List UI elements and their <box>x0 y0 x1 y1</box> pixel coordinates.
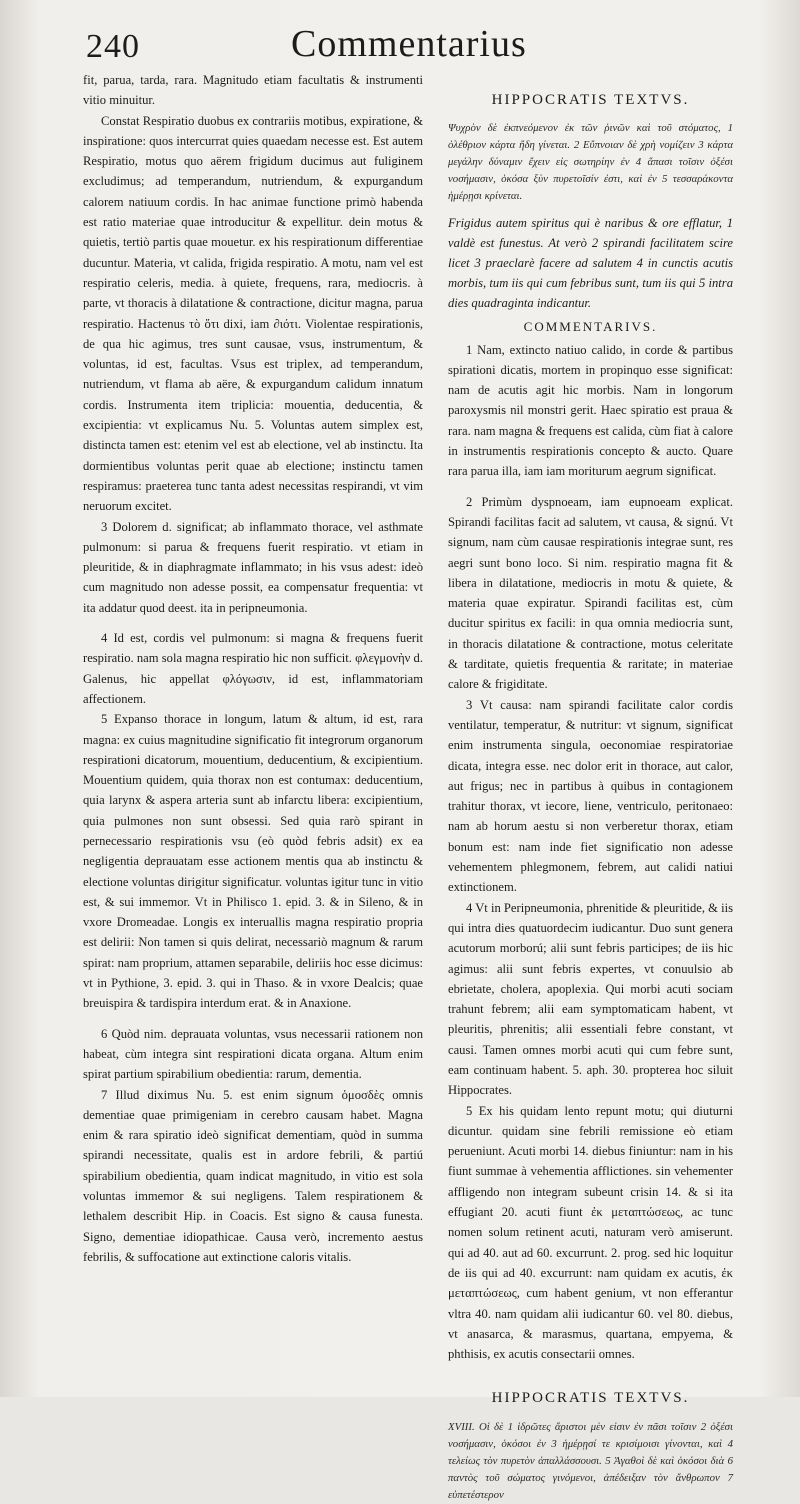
right-paragraph: 4 Vt in Peripneumonia, phrenitide & pleuritide, & iis qui intra dies quatuordecim iudicantur. Duo sunt genera acutorum morború; alii sunt febris participes; de iis hic agimus: alii sunt febris expertes, vt conuulsio ab ebrietate, cholera, apoplexia. Qui morbi acuti sociam trahunt febrem; alii eam symptomaticam habent, vt pleuritis, phrenitis; alii essentiali febre constant, vt causi. Tamen omnes morbi acuti qui cum febre sunt, eam continuam habent. 5. aph. 30. propterea hoc siluit Hippocrates. <box>448 900 733 1098</box>
latin-translation: Frigidus autem spiritus qui è naribus & ore efflatur, 1 valdè est funestus. At verò 2 spirandi facilitatem scire licet 3 praeclarè facere ad salutem 4 in cunctis acutis morbis, tum iis qui cum febribus sunt, tum iis qui 5 intra dies quadraginta indicantur. <box>448 216 733 311</box>
left-column <box>83 70 423 1267</box>
greek-text: Ψυχρὸν δὲ ἐκπνεόμενον ἐκ τῶν ῥινῶν καὶ τοῦ στόματος, 1 ὀλέθριον κάρτα ἤδη γίνεται. 2 Εὔπνοιαν δὲ χρὴ νομίζειν 3 κάρτα μεγάλην δύναμιν ἔχειν εἰς σωτηρίην ἐν 4 ἅπασι τοῖσιν ὀξέσι νοσήμασιν, ὁκόσα ξὺν πυρετοῖσίν ἐστι, καὶ ἐν 5 τεσσαράκοντα ἡμέρῃσι κρίνεται. <box>448 122 733 203</box>
running-title: Commentarius <box>291 23 527 65</box>
right-paragraph: 1 Nam, extincto natiuo calido, in corde & partibus spirationi dicatis, mortem in propinquo esse significat: nam de acutis agit hic morbis. Nam in longorum paroxysmis nil monstri gerit. Haec spiratio est praua & rara. nam magna & frequens est calida, cùm fiat à calore in instrumentis respirationis concepto & aucto. Quare rara parua illa, iam iam moriturum aegrum significat. <box>448 342 733 479</box>
section-heading-second: HIPPOCRATIS TEXTVS. <box>491 1390 690 1407</box>
left-paragraph: 6 Quòd nim. deprauata voluntas, vsus necessarii rationem non habeat, cùm integra sint respirationi dicata organa. Altum enim spirat partium spirabilium obedientia: rarum, dementia. <box>83 1026 423 1082</box>
right-paragraph: 5 Ex his quidam lento repunt motu; qui diuturni dicuntur. quidam sine febrili remissione eò etiam perueniunt. Acuti morbi 14. diebus finiuntur: nam in his fiunt summae à vehementia afflictiones. sin vehementer affligendo non integram subeunt crisin 14. & si ita effugiant 20. acuti fiunt ἐκ μεταπτώσεως, ac tunc nomen solum retinent acuti, naturam verò amiserunt. qui ad 40. aut ad 60. excurrunt. 2. prog. sed hic loquitur de iis qui ad 40. excurrunt: nam quidam ex acutis, ἐκ μεταπτώσεως, cum habent genium, vt non efferantur vltra 40. nam quidam alii iudicantur 60. vel 80. diebus, vt anasarca, & marasmus, quartana, empyema, & phthisis, ex acutis consectarii omnes. <box>448 1103 733 1362</box>
section-heading: HIPPOCRATIS TEXTVS. <box>491 92 690 108</box>
left-paragraph: 3 Dolorem d. significat; ab inflammato thorace, vel asthmate pulmonum: si parua & frequens fuerit respiratio. vt etiam in pleuritide, & in diaphragmate inflammato; in his vsus adest: ideò cum magnitudo non adesse possit, ea compensatur frequentia: vt ita addatur quod deest. ita in peripneumonia. <box>83 519 423 615</box>
left-paragraph: 7 Illud diximus Nu. 5. est enim signum ὁμοσδὲς omnis dementiae quae primigeniam in cerebro causam habet. Magna enim & rara spiratio ideò significat dementiam, quòd in summa spirandi necessitate, qualis est in ardore febrili, & partiú spirabilium obedientia, quam indicat magnitudo, in vitio est sola voluntas immemor & sui negligens. Talem respirationem & lethalem describit Hip. in Coacis. Est signo & causa funesta. Signo, dementiae idiopathicae. Causa verò, incremento aestus febrilis, & suffocatione aut extinctione caloris vitalis. <box>83 1087 423 1264</box>
commentary-heading: COMMENTARIVS. <box>523 319 658 335</box>
right-paragraph: 2 Primùm dyspnoeam, iam eupnoeam explicat. Spirandi facilitas facit ad salutem, vt causa, & signú. Vt signum, nam cùm causae respirationis integrae sunt, res aegri sunt bono loco. Si nim. respiratio magna fit & libera in dilatatione, mediocris in motu & quiete, & materia quae expiratur. Spirandi facilitas est, cùm ducitur spiritus ex facili: in qua omnia mediocria sunt, in thoracis dilatatione & contractione, motus celeritate & tarditate, quietis frequentia & raritate; in materiae calore & frigiditate. <box>448 494 733 692</box>
greek-text-second: XVIII. Οἱ δὲ 1 ἱδρῶτες ἄριστοι μὲν εἰσιν ἐν πᾶσι τοῖσιν 2 ὀξέσι νοσήμασιν, ὁκόσοι ἐν 3 ἡμέρῃσί τε κρισίμοισι γίνονται, καὶ 4 τελείως τὸν πυρετὸν ἀπαλλάσσουσι. 5 Ἀγαθοὶ δὲ καὶ ὁκόσοι διὰ 6 παντὸς τοῦ σώματος γινόμενοι, ἀπέδειξαν τὸν ἄνθρωπον 7 εὐπετέστερον <box>448 1420 733 1501</box>
page-header <box>86 22 740 66</box>
left-paragraph: 5 Expanso thorace in longum, latum & altum, id est, rara magna: ex cuius magnitudine significatio fit integrorum organorum respirationi dicatorum, mouentium, deducentium, & excipientium. Mouentium quidem, quia thorax non est contumax: deducentium, quia larynx & aspera arteria sunt ab infarctu libera: excipientium, quia pulmones non sunt obsessi. Sed quia rarò spirant in pernecessario respirationis vsu (eò quòd febris adsit) ex ea negligentia deprauatam esse actionem mentis qua ab instinctu & electione voluntas dirigitur significatur. voluntas igitur tunc in vitio est, & sui immemor. Vt in Philisco 1. epid. 3. & in Sileno, & in vxore Dromeadae. Longis ex interuallis magna respiratio propria est delirii: Non tamen si quis delirat, necessariò magnum & rarum spirat: nam proprium, attamen separabile, deliriis hoc esse dicimus: vt in Pythione, 3. epid. 3. qui in Thaso. & in vxore Dealcis; quae breuispira & tardispira interdum erat. & in Anaxione. <box>83 712 423 1011</box>
left-paragraph: 4 Id est, cordis vel pulmonum: si magna & frequens fuerit respiratio. nam sola magna respiratio hic non sufficit. φλεγμονὴν d. Galenus, hic appellat φλόγωσιν, id est, inflammatoriam affectionem. <box>83 631 423 706</box>
left-paragraph: fit, parua, tarda, rara. Magnitudo etiam facultatis & instrumenti vitio minuitur. <box>83 73 423 108</box>
right-column <box>448 88 733 1504</box>
left-paragraph: Constat Respiratio duobus ex contrariis motibus, expiratione, & inspiratione: quos intercurrat quies quaedam necesse est. Est autem Respiratio, motus quo aërem frigidum ducimus aut fuliginem excludimus; ad temperandum, nutriendum, & expurgandum calorem natiuum cordis. In hac animae functione primò habenda est ratio materiae quae introducitur & expellitur. dein motus & quietis, tertiò partis quae mouetur. ex his respirationum differentiae ducuntur. Materia, vt calida, frigida respiratio. A motu, nam vel est respiratio celeris, media. à quiete, frequens, rara, mediocris. à parte, vt thoracis à dilatatione & contractione, dicitur magna, parua respiratio. Hactenus τὸ ὅτι dixi, iam ∂ιότι. Violentae respirationis, de qua hic agimus, tres sunt causae, vsus, instrumentum, & voluntas, id est, facultas. Vsus est triplex, ad temperandum, nutriendum, vt flama ab aëre, & expurgandum calidum innatum cordis. Instrumenta item triplicia: mouentia, deducentia, & excipientia: vt explicamus Nu. 5. Voluntas autem simplex est, distincta tamen est: etenim vel est ab electione, vel ab instinctu. Ita dormientibus voluntas perit quae ab electione; instinctu tamen respiramus: praeterea tunc tanta adest necessitas respirandi, vt vim neruorum excitet. <box>83 113 423 514</box>
page-number: 240 <box>86 28 140 65</box>
right-paragraph: 3 Vt causa: nam spirandi facilitate calor cordis ventilatur, temperatur, & nutritur: vt signum, significat enim instrumenta singula, oeconomiae respiratoriae dicata, integra esse. nec dolor erit in thorace, aut calor, aut frigus; nec in partibus à quibus in contagionem trahitur thorax, vt iecore, liene, ventriculo, peritonaeo: nam ab horum aestu si non verberetur thorax, etiam bonum est: nam inde fiet significatio non adesse vehementem phlegmonem, febrem, aut calidi natiui extinctionem. <box>448 697 733 895</box>
